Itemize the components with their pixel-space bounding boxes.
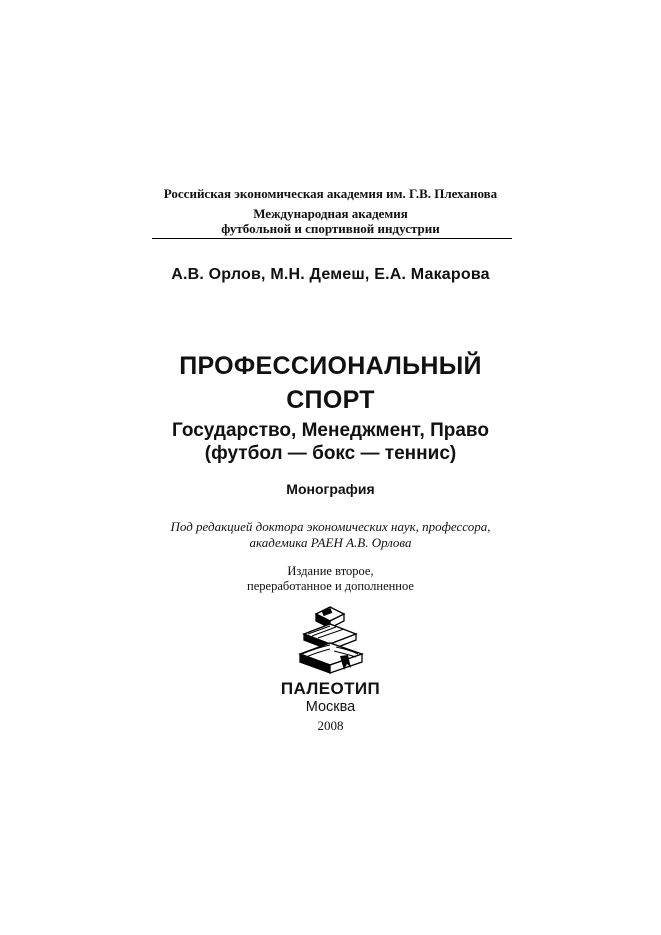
- genre-label: Монография: [286, 481, 375, 497]
- authors: А.В. Орлов, М.Н. Демеш, Е.А. Макарова: [171, 266, 490, 283]
- publisher-name: ПАЛЕОТИП: [280, 679, 381, 698]
- header-divider: [152, 238, 512, 239]
- co-institution-line-1: Международная академия: [253, 206, 408, 221]
- edition-line-2: переработанное и дополненное: [247, 579, 414, 593]
- institution-name: Российская экономическая академия им. Г.В. Плеханова: [163, 186, 498, 201]
- book-subtitle-line-2: (футбол — бокс — теннис): [204, 443, 457, 464]
- editor-line-2: академика РАЕН А.В. Орлова: [249, 535, 412, 550]
- publication-year: 2008: [317, 718, 344, 733]
- editor-line-1: Под редакцией доктора экономических наук, профессора,: [170, 519, 491, 534]
- co-institution-name: [0, 206, 661, 236]
- book-subtitle-line-1: Государство, Менеджмент, Право: [172, 420, 489, 441]
- book-title-line-2: СПОРТ: [286, 386, 375, 414]
- books-stack-logo-icon: [296, 604, 366, 676]
- edition-line-1: Издание второе,: [287, 564, 374, 578]
- co-institution-line-2: футбольной и спортивной индустрии: [221, 221, 440, 236]
- book-title-line-1: ПРОФЕССИОНАЛЬНЫЙ: [179, 352, 482, 380]
- publisher-city: Москва: [305, 699, 356, 715]
